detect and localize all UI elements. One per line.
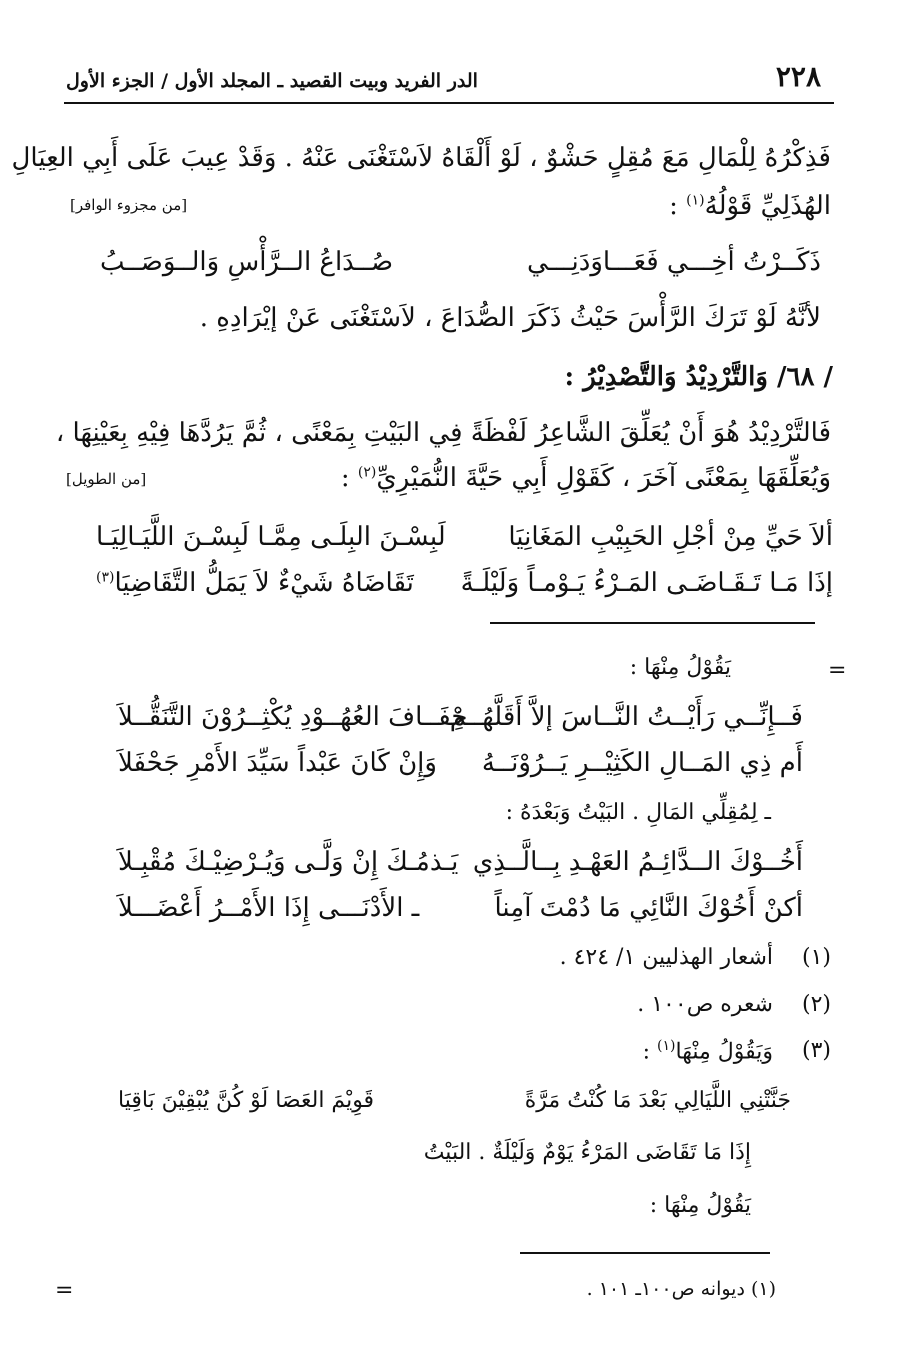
verse-hemistich-left: خِفَــافَ العُهُــوْدِ يُكْثِــرُوْنَ التَّنَقُّــلاَ [118, 702, 468, 732]
continuation-mark: = [55, 1278, 74, 1303]
footnote-number: (٣) [801, 1038, 831, 1063]
footnote-ref: (١) [686, 192, 705, 209]
verse-hemistich-left [96, 568, 414, 598]
footnote-ref: (١) [657, 1038, 676, 1054]
verse-hemistich-left: وَإِنْ كَانَ عَبْداً سَيِّدَ الأَمْرِ جَحْفَلاَ [118, 748, 437, 778]
verse-hemistich-right: ذَكَــرْتُ أخِـــي فَعَـــاوَدَنِـــي [527, 247, 821, 277]
section-heading [565, 362, 833, 392]
subfootnote-text: (١) ديوانه ص١٠٠ـ ١٠١ . [586, 1278, 776, 1300]
verse-text: تَقَاضَاهُ شَيْءٌ لاَ يَمَلُّ التَّقَاضِيَا [114, 568, 414, 598]
continuation-note: ـ لِمُقِلِّي المَالِ . البَيْتُ وَبَعْدَهُ : [505, 800, 771, 825]
verse-hemistich-right: إذَا مَـا تَـقَـاضَـى المَـرْءُ يَـوْمـاً وَلَيْلَـةً [460, 568, 833, 598]
verse-hemistich-right: أَم ذِي المَــالِ الكَثِيْــرِ يَــرُوْنَــهُ [481, 748, 803, 778]
meter-label: [من الطويل] [66, 470, 147, 488]
verse-hemistich-right: ألاَ حَيِّ مِنْ أجْلِ الحَبِيْبِ المَغَانِيَا [508, 522, 833, 552]
verse-hemistich-right: فَــإِنِّــي رَأَيْــتُ النَّــاسَ إلاَّ أَقَلَّهُــمْ [449, 702, 803, 732]
verse-hemistich-left: لَبِسْـنَ البِلَـى مِمَّـا لَبِسْـنَ اللَّيَـالِيَـا [96, 522, 446, 552]
paragraph-text: وَيُعَلِّقَهَا بِمَعْنًى آخَرَ ، كَقَوْلِ أَبِي حَيَّةَ النُّمَيْرِيِّ [376, 463, 831, 493]
page-number: ٢٢٨ [775, 60, 821, 93]
footnote-ref: (٢) [357, 464, 377, 481]
continuation-mark: = [828, 658, 847, 683]
punctuation: : [642, 1039, 651, 1065]
continuation-intro: يَقُوْلُ مِنْهَا : [629, 655, 731, 680]
verse-hemistich-left: يَـذمُـكَ إِنْ وَلَّـى وَيُـرْضِيْـكَ مُقْبِـلاَ [118, 847, 459, 877]
verse-hemistich-right: جَنَّتْنِي اللَّيَالِي بَعْدَ مَا كُنْتُ مَرَّةً [524, 1088, 791, 1113]
section-title: وَالتَّرْدِيْدُ وَالتَّصْدِيْرُ : [564, 362, 768, 392]
verse-hemistich-left: صُــدَاعُ الــرَّأْسِ وَالــوَصَــبُ [100, 247, 394, 277]
footnote-text [643, 1038, 773, 1064]
footnote-number: (١) [801, 945, 831, 970]
paragraph-line [669, 193, 831, 219]
paragraph-line: فَذِكْرُهُ لِلْمَالِ مَعَ مُقِلٍ حَشْوٌ ، لَوْ أَلْقَاهُ لاَسْتَغْنَى عَنْهُ . وَقَدْ عِيبَ عَلَى أَبِي العِيَالِ [11, 143, 831, 173]
footnote-ref: (٣) [96, 569, 115, 586]
paragraph-line: لأنَّهُ لَوْ تَرَكَ الرَّأْسَ حَيْثُ ذَكَرَ الصُّدَاعَ ، لاَسْتَغْنَى عَنْ إيْرَادِهِ . [199, 303, 821, 333]
paragraph-line [341, 465, 831, 491]
paragraph-text: الهُذَلِيِّ قَوْلُهُ [704, 191, 831, 221]
footnote-text: يَقُوْلُ مِنْهَا : [649, 1193, 751, 1218]
footnote-text: إِذَا مَا تَقَاضَى المَرْءُ يَوْمٌ وَلَيْلَةٌ . البَيْتُ [423, 1140, 751, 1165]
footnote-text: شعره ص١٠٠ . [637, 992, 773, 1017]
punctuation: : [340, 463, 350, 493]
verse-hemistich-right: أَخُــوْكَ الــدَّائِـمُ العَهْـدِ بِــالَّــذِي [472, 847, 803, 877]
punctuation: : [669, 191, 678, 221]
footnote-number: (٢) [801, 992, 831, 1017]
section-number: / ٦٨/ [777, 362, 833, 392]
verse-hemistich-left: قَوِيْمَ العَصَا لَوْ كُنَّ يُبْقِيْنَ بَاقِيَا [118, 1088, 375, 1113]
running-title: الدر الفريد وبيت القصيد ـ المجلد الأول / الجزء الأول [66, 70, 478, 92]
meter-label: [من مجزوء الوافر] [70, 196, 188, 214]
footnote-body: وَيَقُوْلُ مِنْهَا [675, 1039, 773, 1065]
verse-hemistich-right: أكنْ أَخُوْكَ النَّائِي مَا دُمْتَ آمِناً [494, 893, 803, 923]
subfootnote-rule [520, 1252, 770, 1254]
verse-hemistich-left: ـ الأَدْنَـــى إِذَا الأَمْــرُ أَعْضَـــلاَ [118, 893, 420, 923]
footnote-rule [490, 622, 815, 624]
header-rule [64, 102, 834, 104]
paragraph-line: فَالتَّرْدِيْدُ هُوَ أَنْ يُعَلِّقَ الشَّاعِرُ لَفْظَةً فِي البَيْتِ بِمَعْنًى ، ثُمَّ يَرُدَّهَا فِيْهِ بِعَيْنِهَا ، [55, 418, 831, 448]
footnote-text: أشعار الهذليين ١/ ٤٢٤ . [559, 945, 773, 970]
